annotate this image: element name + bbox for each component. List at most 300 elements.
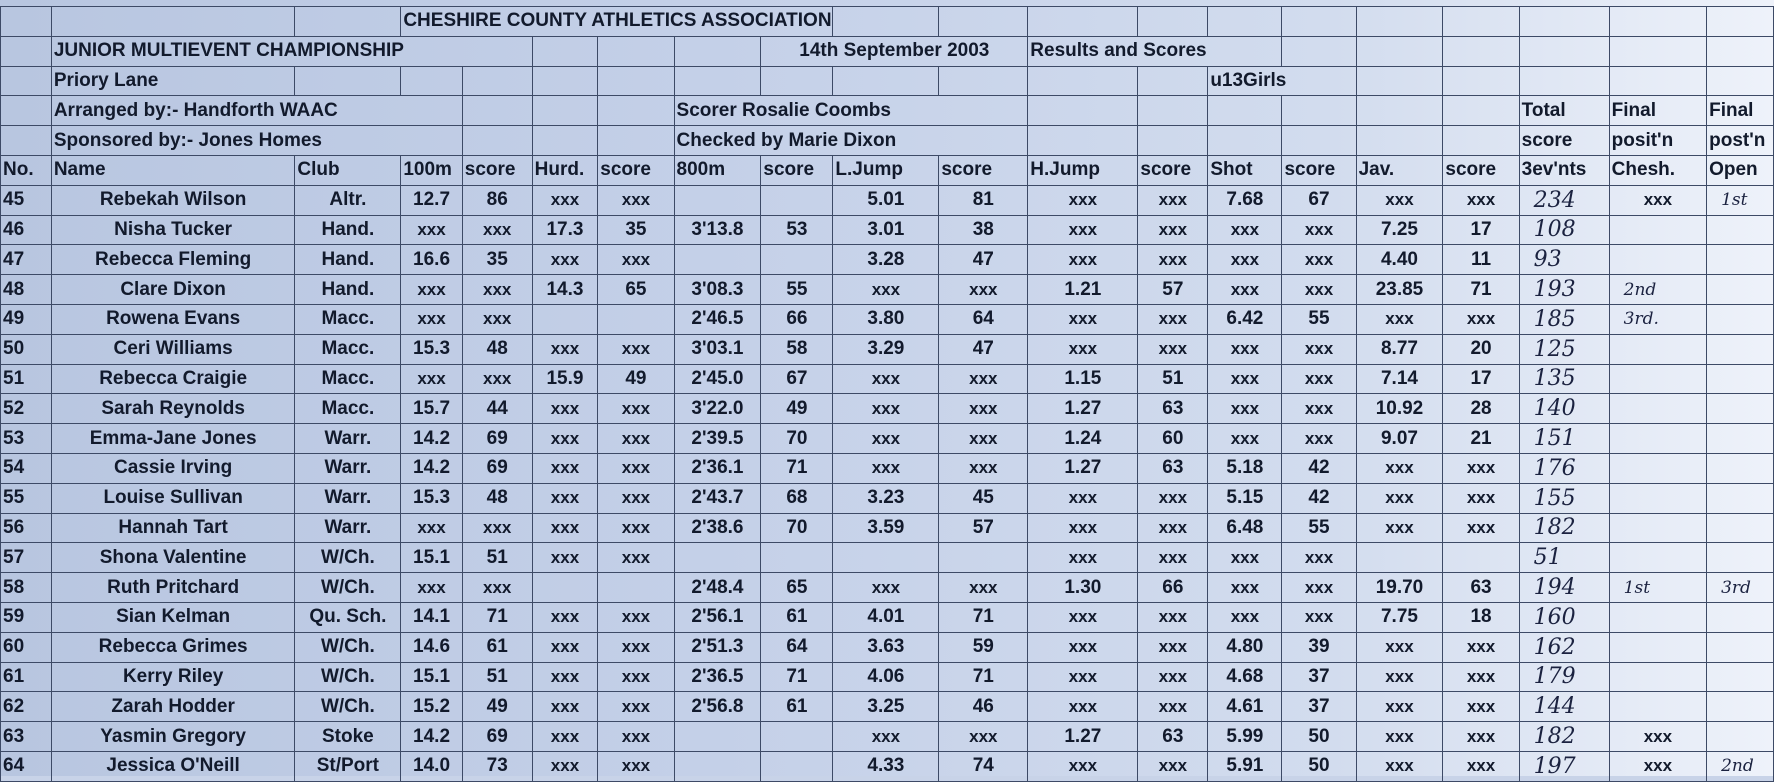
- cell-name: Zarah Hodder: [51, 692, 295, 722]
- col-score: score: [761, 155, 833, 185]
- cell-m800: 2'39.5: [674, 424, 761, 454]
- cell-shot-score: xxx: [1282, 334, 1356, 364]
- cell-shot: 5.99: [1208, 722, 1282, 752]
- table-row: [1, 424, 1774, 454]
- cell-long-jump: 3.63: [833, 632, 939, 662]
- cell-shot-score: xxx: [1282, 275, 1356, 305]
- cell-final-open: [1707, 364, 1774, 394]
- cell-hurdles-score: xxx: [598, 751, 674, 781]
- col-no: No.: [1, 155, 52, 185]
- header-row-2: [1, 36, 1774, 66]
- cell-hurdles: [532, 304, 598, 334]
- cell-javelin-score: xxx: [1443, 304, 1519, 334]
- cell-shot-score: 50: [1282, 722, 1356, 752]
- cell-total-3-events: 176: [1519, 453, 1609, 483]
- cell-javelin-score: 11: [1443, 245, 1519, 275]
- cell-m100-score: 48: [462, 483, 532, 513]
- sponsored-by: Sponsored by:- Jones Homes: [51, 126, 462, 156]
- col-open: Open: [1707, 155, 1774, 185]
- cell-m800: 2'45.0: [674, 364, 761, 394]
- cell-final-open: 2nd: [1707, 751, 1774, 781]
- cell-high-jump-score: 57: [1138, 275, 1208, 305]
- cell-m800-score: [761, 722, 833, 752]
- cell-final-open: [1707, 304, 1774, 334]
- cell-total-3-events: 144: [1519, 692, 1609, 722]
- cell-m800: [674, 751, 761, 781]
- cell-high-jump: xxx: [1028, 602, 1138, 632]
- cell-javelin: 4.40: [1356, 245, 1443, 275]
- cell-long-jump-score: xxx: [939, 275, 1028, 305]
- cell-club: Warr.: [295, 453, 401, 483]
- cell-total-3-events: 108: [1519, 215, 1609, 245]
- cell-hurdles-score: xxx: [598, 483, 674, 513]
- cell-high-jump: xxx: [1028, 334, 1138, 364]
- cell-hurdles: xxx: [532, 632, 598, 662]
- cell-hurdles: xxx: [532, 453, 598, 483]
- cell-shot: xxx: [1208, 215, 1282, 245]
- cell-high-jump: xxx: [1028, 692, 1138, 722]
- cell-hurdles-score: xxx: [598, 334, 674, 364]
- cell-javelin-score: 18: [1443, 602, 1519, 632]
- cell-final-chesh: [1609, 215, 1706, 245]
- cell-hurdles-score: xxx: [598, 394, 674, 424]
- cell-long-jump-score: 46: [939, 692, 1028, 722]
- table-row: [1, 602, 1774, 632]
- cell-long-jump: xxx: [833, 275, 939, 305]
- cell-long-jump-score: xxx: [939, 722, 1028, 752]
- table-row: [1, 304, 1774, 334]
- cell-shot-score: 37: [1282, 692, 1356, 722]
- cell-m800-score: 71: [761, 453, 833, 483]
- cell-javelin-score: xxx: [1443, 662, 1519, 692]
- cell-javelin: 7.75: [1356, 602, 1443, 632]
- cell-long-jump-score: 45: [939, 483, 1028, 513]
- cell-shot-score: 50: [1282, 751, 1356, 781]
- cell-final-open: [1707, 245, 1774, 275]
- cell-m800: [674, 245, 761, 275]
- cell-long-jump: 3.01: [833, 215, 939, 245]
- cell-name: Rebekah Wilson: [51, 185, 295, 215]
- cell-club: Altr.: [295, 185, 401, 215]
- cell-hurdles: xxx: [532, 185, 598, 215]
- cell-m100-score: xxx: [462, 513, 532, 543]
- cell-high-jump: 1.24: [1028, 424, 1138, 454]
- cell-final-chesh: xxx: [1609, 722, 1706, 752]
- cell-hurdles: xxx: [532, 722, 598, 752]
- cell-name: Cassie Irving: [51, 453, 295, 483]
- cell-shot: xxx: [1208, 334, 1282, 364]
- cell-m800: 3'08.3: [674, 275, 761, 305]
- cell-long-jump: xxx: [833, 453, 939, 483]
- cell-shot: 5.18: [1208, 453, 1282, 483]
- cell-high-jump-score: xxx: [1138, 662, 1208, 692]
- cell-javelin: 7.14: [1356, 364, 1443, 394]
- cell-long-jump: 3.59: [833, 513, 939, 543]
- cell-no: 51: [1, 364, 52, 394]
- col-score: score: [598, 155, 674, 185]
- cell-no: 63: [1, 722, 52, 752]
- cell-shot: xxx: [1208, 602, 1282, 632]
- cell-shot-score: 55: [1282, 304, 1356, 334]
- cell-hurdles-score: 35: [598, 215, 674, 245]
- cell-long-jump: 3.25: [833, 692, 939, 722]
- checked-by: Checked by Marie Dixon: [674, 126, 1028, 156]
- cell-long-jump: xxx: [833, 394, 939, 424]
- cell-m100: 14.1: [401, 602, 462, 632]
- cell-hurdles: xxx: [532, 245, 598, 275]
- cell-m100: 15.1: [401, 662, 462, 692]
- cell-club: W/Ch.: [295, 662, 401, 692]
- cell-long-jump-score: 57: [939, 513, 1028, 543]
- cell-name: Nisha Tucker: [51, 215, 295, 245]
- table-row: [1, 573, 1774, 603]
- cell-shot: xxx: [1208, 543, 1282, 573]
- cell-m100: xxx: [401, 573, 462, 603]
- cell-club: W/Ch.: [295, 692, 401, 722]
- cell-long-jump-score: 47: [939, 334, 1028, 364]
- cell-final-chesh: xxx: [1609, 185, 1706, 215]
- cell-m100-score: 44: [462, 394, 532, 424]
- cell-long-jump: 3.29: [833, 334, 939, 364]
- cell-m100: 15.1: [401, 543, 462, 573]
- cell-m800-score: [761, 245, 833, 275]
- cell-m100-score: 51: [462, 543, 532, 573]
- cell-m100-score: 49: [462, 692, 532, 722]
- cell-m800-score: 61: [761, 602, 833, 632]
- cell-club: Macc.: [295, 394, 401, 424]
- col-javelin: Jav.: [1356, 155, 1443, 185]
- cell-m100-score: xxx: [462, 364, 532, 394]
- cell-javelin: xxx: [1356, 185, 1443, 215]
- cell-final-open: [1707, 662, 1774, 692]
- cell-m100-score: 73: [462, 751, 532, 781]
- cell-hurdles: xxx: [532, 543, 598, 573]
- cell-long-jump: xxx: [833, 573, 939, 603]
- cell-hurdles-score: xxx: [598, 453, 674, 483]
- cell-name: Sian Kelman: [51, 602, 295, 632]
- cell-no: 52: [1, 394, 52, 424]
- cell-no: 53: [1, 424, 52, 454]
- cell-final-open: [1707, 722, 1774, 752]
- cell-javelin-score: 28: [1443, 394, 1519, 424]
- cell-final-chesh: [1609, 483, 1706, 513]
- final-header-1: Final: [1609, 96, 1706, 126]
- cell-club: Hand.: [295, 275, 401, 305]
- cell-final-chesh: xxx: [1609, 751, 1706, 781]
- cell-total-3-events: 125: [1519, 334, 1609, 364]
- cell-name: Rebecca Craigie: [51, 364, 295, 394]
- cell-name: Clare Dixon: [51, 275, 295, 305]
- cell-long-jump-score: xxx: [939, 394, 1028, 424]
- cell-high-jump: xxx: [1028, 632, 1138, 662]
- final-header-2: Final: [1707, 96, 1774, 126]
- cell-long-jump-score: 74: [939, 751, 1028, 781]
- cell-hurdles: xxx: [532, 483, 598, 513]
- cell-long-jump-score: xxx: [939, 364, 1028, 394]
- cell-hurdles: xxx: [532, 424, 598, 454]
- cell-club: Macc.: [295, 364, 401, 394]
- cell-total-3-events: 135: [1519, 364, 1609, 394]
- cell-m800: 2'56.1: [674, 602, 761, 632]
- cell-long-jump: 5.01: [833, 185, 939, 215]
- cell-no: 59: [1, 602, 52, 632]
- cell-javelin-score: xxx: [1443, 722, 1519, 752]
- cell-shot: xxx: [1208, 275, 1282, 305]
- cell-m100: xxx: [401, 513, 462, 543]
- cell-final-chesh: 2nd: [1609, 275, 1706, 305]
- cell-long-jump-score: 59: [939, 632, 1028, 662]
- cell-no: 61: [1, 662, 52, 692]
- cell-name: Yasmin Gregory: [51, 722, 295, 752]
- cell-javelin: 7.25: [1356, 215, 1443, 245]
- cell-club: Warr.: [295, 513, 401, 543]
- cell-m800: 2'36.1: [674, 453, 761, 483]
- cell-no: 56: [1, 513, 52, 543]
- cell-javelin-score: 17: [1443, 215, 1519, 245]
- cell-final-open: [1707, 424, 1774, 454]
- cell-m100-score: xxx: [462, 275, 532, 305]
- cell-final-chesh: 3rd.: [1609, 304, 1706, 334]
- cell-m100-score: 86: [462, 185, 532, 215]
- cell-long-jump: 4.01: [833, 602, 939, 632]
- table-row: [1, 245, 1774, 275]
- cell-hurdles: xxx: [532, 394, 598, 424]
- positn-header: posit'n: [1609, 126, 1706, 156]
- cell-final-chesh: [1609, 602, 1706, 632]
- column-header-row: [1, 155, 1774, 185]
- cell-m800: 3'13.8: [674, 215, 761, 245]
- cell-m800-score: 58: [761, 334, 833, 364]
- table-row: [1, 215, 1774, 245]
- cell-hurdles-score: xxx: [598, 513, 674, 543]
- cell-high-jump-score: 63: [1138, 453, 1208, 483]
- cell-final-chesh: [1609, 513, 1706, 543]
- cell-high-jump-score: xxx: [1138, 245, 1208, 275]
- cell-shot-score: xxx: [1282, 573, 1356, 603]
- cell-hurdles-score: 49: [598, 364, 674, 394]
- cell-final-chesh: [1609, 632, 1706, 662]
- header-row-5: [1, 126, 1774, 156]
- cell-m800-score: 66: [761, 304, 833, 334]
- cell-m100-score: 51: [462, 662, 532, 692]
- cell-shot: 7.68: [1208, 185, 1282, 215]
- table-row: [1, 275, 1774, 305]
- cell-name: Ceri Williams: [51, 334, 295, 364]
- cell-m800: [674, 722, 761, 752]
- cell-total-3-events: 193: [1519, 275, 1609, 305]
- cell-m100-score: 69: [462, 424, 532, 454]
- cell-final-chesh: [1609, 692, 1706, 722]
- results-table: [0, 6, 1774, 782]
- cell-final-open: [1707, 483, 1774, 513]
- cell-high-jump: 1.27: [1028, 453, 1138, 483]
- col-long-jump: L.Jump: [833, 155, 939, 185]
- cell-javelin: 9.07: [1356, 424, 1443, 454]
- cell-name: Emma-Jane Jones: [51, 424, 295, 454]
- cell-javelin: 23.85: [1356, 275, 1443, 305]
- cell-no: 50: [1, 334, 52, 364]
- cell-total-3-events: 155: [1519, 483, 1609, 513]
- cell-hurdles: xxx: [532, 692, 598, 722]
- cell-hurdles-score: xxx: [598, 245, 674, 275]
- col-club: Club: [295, 155, 401, 185]
- cell-name: Rebecca Fleming: [51, 245, 295, 275]
- venue: Priory Lane: [51, 66, 295, 96]
- cell-total-3-events: 179: [1519, 662, 1609, 692]
- cell-hurdles-score: xxx: [598, 424, 674, 454]
- cell-long-jump-score: 38: [939, 215, 1028, 245]
- cell-shot: 5.15: [1208, 483, 1282, 513]
- cell-m800-score: [761, 543, 833, 573]
- cell-javelin: 19.70: [1356, 573, 1443, 603]
- cell-shot: xxx: [1208, 424, 1282, 454]
- cell-m800: 2'48.4: [674, 573, 761, 603]
- table-row: [1, 185, 1774, 215]
- cell-long-jump-score: xxx: [939, 573, 1028, 603]
- cell-shot: xxx: [1208, 573, 1282, 603]
- cell-shot: 4.61: [1208, 692, 1282, 722]
- cell-javelin-score: xxx: [1443, 483, 1519, 513]
- cell-m800: 2'56.8: [674, 692, 761, 722]
- table-row: [1, 692, 1774, 722]
- cell-name: Rowena Evans: [51, 304, 295, 334]
- cell-javelin: xxx: [1356, 513, 1443, 543]
- cell-high-jump: xxx: [1028, 483, 1138, 513]
- cell-long-jump-score: 81: [939, 185, 1028, 215]
- cell-high-jump: xxx: [1028, 245, 1138, 275]
- cell-final-open: [1707, 394, 1774, 424]
- cell-hurdles-score: xxx: [598, 185, 674, 215]
- cell-total-3-events: 182: [1519, 722, 1609, 752]
- cell-long-jump-score: 47: [939, 245, 1028, 275]
- cell-long-jump: 4.06: [833, 662, 939, 692]
- col-high-jump: H.Jump: [1028, 155, 1138, 185]
- cell-final-open: [1707, 692, 1774, 722]
- cell-total-3-events: 51: [1519, 543, 1609, 573]
- cell-javelin-score: [1443, 543, 1519, 573]
- cell-m100: xxx: [401, 364, 462, 394]
- cell-final-open: [1707, 602, 1774, 632]
- cell-m800-score: 70: [761, 513, 833, 543]
- cell-shot-score: xxx: [1282, 215, 1356, 245]
- cell-total-3-events: 151: [1519, 424, 1609, 454]
- cell-hurdles-score: [598, 573, 674, 603]
- table-row: [1, 364, 1774, 394]
- cell-high-jump: 1.21: [1028, 275, 1138, 305]
- category: u13Girls: [1208, 66, 1356, 96]
- cell-shot-score: xxx: [1282, 245, 1356, 275]
- cell-javelin: xxx: [1356, 662, 1443, 692]
- cell-m100-score: xxx: [462, 215, 532, 245]
- score-header-top: score: [1519, 126, 1609, 156]
- cell-club: St/Port: [295, 751, 401, 781]
- cell-m800-score: 68: [761, 483, 833, 513]
- cell-final-chesh: [1609, 453, 1706, 483]
- cell-hurdles-score: xxx: [598, 722, 674, 752]
- arranged-by: Arranged by:- Handforth WAAC: [51, 96, 462, 126]
- cell-long-jump-score: [939, 543, 1028, 573]
- cell-m800: 2'51.3: [674, 632, 761, 662]
- header-row-3: [1, 66, 1774, 96]
- col-3-events: 3ev'nts: [1519, 155, 1609, 185]
- cell-m800: 3'03.1: [674, 334, 761, 364]
- cell-high-jump-score: 66: [1138, 573, 1208, 603]
- cell-high-jump: 1.30: [1028, 573, 1138, 603]
- cell-high-jump-score: xxx: [1138, 185, 1208, 215]
- col-score: score: [939, 155, 1028, 185]
- cell-long-jump-score: xxx: [939, 453, 1028, 483]
- cell-no: 58: [1, 573, 52, 603]
- cell-long-jump: [833, 543, 939, 573]
- cell-high-jump-score: xxx: [1138, 543, 1208, 573]
- cell-no: 54: [1, 453, 52, 483]
- col-100m: 100m: [401, 155, 462, 185]
- cell-high-jump-score: 63: [1138, 394, 1208, 424]
- cell-shot: xxx: [1208, 364, 1282, 394]
- cell-no: 62: [1, 692, 52, 722]
- cell-club: Warr.: [295, 424, 401, 454]
- cell-total-3-events: 160: [1519, 602, 1609, 632]
- cell-javelin: xxx: [1356, 692, 1443, 722]
- cell-total-3-events: 197: [1519, 751, 1609, 781]
- cell-no: 57: [1, 543, 52, 573]
- cell-final-chesh: [1609, 424, 1706, 454]
- cell-club: Warr.: [295, 483, 401, 513]
- cell-high-jump-score: xxx: [1138, 483, 1208, 513]
- cell-high-jump-score: xxx: [1138, 692, 1208, 722]
- cell-m800: 2'46.5: [674, 304, 761, 334]
- cell-javelin: xxx: [1356, 483, 1443, 513]
- cell-javelin: [1356, 543, 1443, 573]
- cell-high-jump: 1.27: [1028, 722, 1138, 752]
- cell-final-open: 3rd: [1707, 573, 1774, 603]
- cell-m100: 14.2: [401, 424, 462, 454]
- cell-shot-score: xxx: [1282, 364, 1356, 394]
- header-row-1: [1, 7, 1774, 37]
- cell-final-open: [1707, 513, 1774, 543]
- table-row: [1, 632, 1774, 662]
- cell-club: W/Ch.: [295, 543, 401, 573]
- col-score: score: [1443, 155, 1519, 185]
- cell-javelin: 10.92: [1356, 394, 1443, 424]
- cell-final-open: [1707, 215, 1774, 245]
- cell-hurdles-score: xxx: [598, 632, 674, 662]
- cell-m100: 14.2: [401, 453, 462, 483]
- cell-no: 55: [1, 483, 52, 513]
- cell-high-jump-score: xxx: [1138, 304, 1208, 334]
- cell-club: Qu. Sch.: [295, 602, 401, 632]
- cell-name: Ruth Pritchard: [51, 573, 295, 603]
- cell-total-3-events: 140: [1519, 394, 1609, 424]
- cell-long-jump: 3.28: [833, 245, 939, 275]
- table-row: [1, 334, 1774, 364]
- cell-name: Rebecca Grimes: [51, 632, 295, 662]
- cell-m800-score: [761, 185, 833, 215]
- cell-m800: [674, 185, 761, 215]
- cell-total-3-events: 185: [1519, 304, 1609, 334]
- table-row: [1, 543, 1774, 573]
- cell-high-jump: xxx: [1028, 513, 1138, 543]
- cell-total-3-events: 234: [1519, 185, 1609, 215]
- cell-m100-score: 35: [462, 245, 532, 275]
- col-name: Name: [51, 155, 295, 185]
- cell-m100-score: 69: [462, 722, 532, 752]
- cell-m800-score: 55: [761, 275, 833, 305]
- cell-javelin-score: 63: [1443, 573, 1519, 603]
- cell-final-open: [1707, 632, 1774, 662]
- cell-javelin: xxx: [1356, 632, 1443, 662]
- cell-long-jump: xxx: [833, 364, 939, 394]
